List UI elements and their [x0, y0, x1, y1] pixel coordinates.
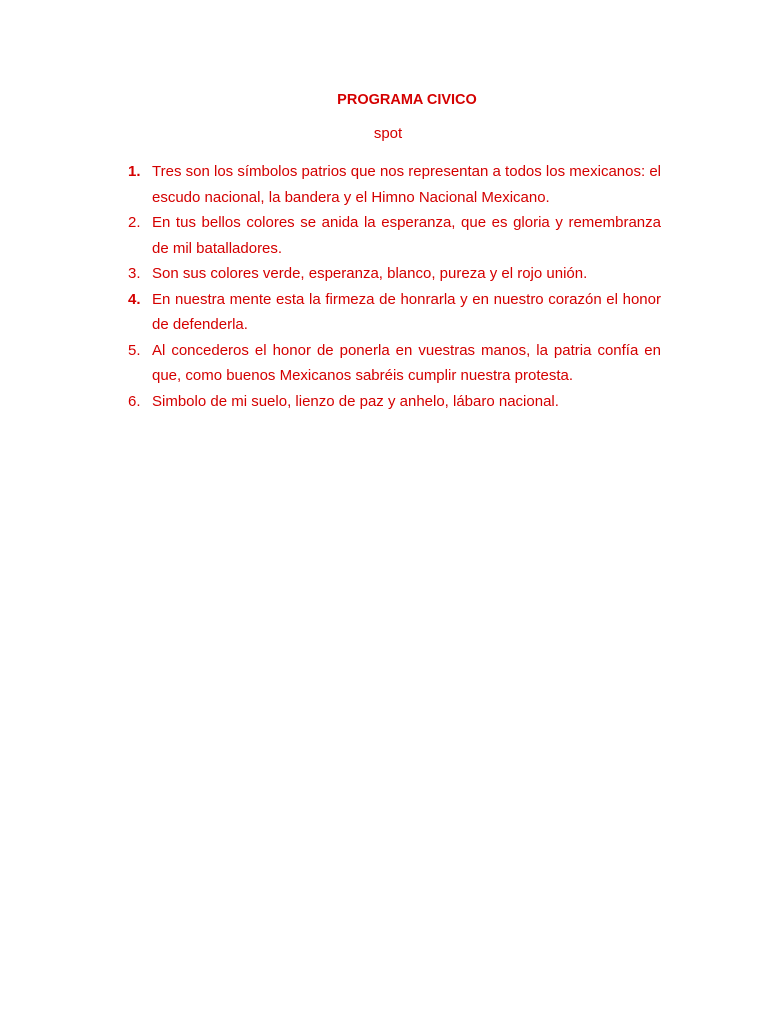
list-item-number: 6. [128, 392, 141, 410]
list-item [128, 389, 661, 415]
list-item [128, 338, 661, 389]
list-item [128, 210, 661, 261]
list-item-number: 1. [128, 163, 141, 180]
document-title: PROGRAMA CIVICO [337, 92, 477, 108]
list-item-number: 3. [128, 265, 141, 282]
list-item-number: 5. [128, 341, 141, 359]
list-item-text: Tres son los símbolos patrios que nos representan a todos los mexicanos: el escudo nacional, la bandera y el Himno Nacional Mexicano. [152, 163, 661, 206]
list-item [128, 159, 661, 210]
list-item-text: Simbolo de mi suelo, lienzo de paz y anhelo, lábaro nacional. [152, 392, 559, 410]
document-subtitle: spot [373, 125, 403, 142]
list-item-text: En tus bellos colores se anida la esperanza, que es gloria y remembranza de mil batalladores. [152, 214, 661, 257]
numbered-list [128, 159, 661, 414]
list-item-number: 2. [128, 214, 141, 231]
list-item-number: 4. [128, 290, 141, 308]
list-item [128, 287, 661, 338]
list-item [128, 261, 661, 287]
list-item-text: En nuestra mente esta la firmeza de honrarla y en nuestro corazón el honor de defenderla. [152, 290, 661, 333]
list-item-text: Al concederos el honor de ponerla en vuestras manos, la patria confía en que, como buenos Mexicanos sabréis cumplir nuestra protesta. [152, 341, 661, 384]
list-item-text: Son sus colores verde, esperanza, blanco, pureza y el rojo unión. [152, 265, 588, 282]
